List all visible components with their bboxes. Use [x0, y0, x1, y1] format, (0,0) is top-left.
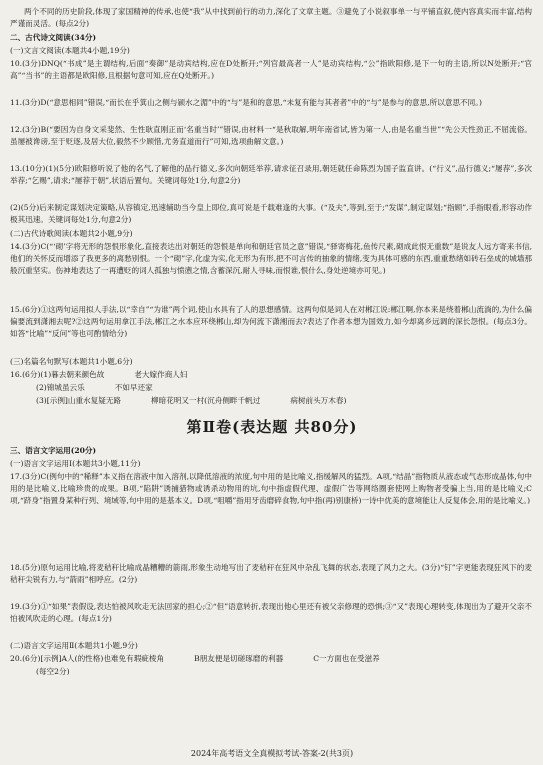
subsection-dictation: (三)名篇名句默写(本题共1小题,6分): [10, 357, 133, 366]
q16-3-first: (3)[示例]山重水复疑无路: [36, 396, 122, 405]
volume-two-title: 第Ⅱ卷(表达题 共80分): [186, 418, 358, 436]
answer-q15: 15.(6分)①这两句运用拟人手法,以“幸自”“为谁”两个词,使山水具有了人的思想感情。这两句似是词人在对郴江说:郴江啊,你本来是绕着郴山流淌的,为什么偏偏要流到潇湘去呢?②这两句运用拿江手法,郴江之水本应环绕郴山,却为何流下潇湘而去?表达了作者本想为国效力,如今却离乡远调的深长怨恨。(每点3分。如答“比喻”“反问”等也可酌情给分): [10, 305, 532, 338]
q16-3-second: 柳暗花明又一村(沉舟侧畔千帆过: [151, 396, 261, 405]
page-footer: 2024年高考语文全真模拟考试-答案-2(共3页): [190, 749, 354, 758]
answer-q14: 14.(3分)C(“‘砌’字将无形的怨恨形象化,直接表达出对朝廷的怨恨是单向和朝廷官员之意”错误,“驿寄梅花,鱼传尺素,砌成此恨无重数”是说友人远方寄来书信,他们的关怀反而增添了我更多的离愁别恨。一个“砌”字,化虚为实,化无形为有形,把不可言传的抽象的情绪,变为具体可感的东西,重重愁绪如砖石垒成的城墙那般沉重坚实。伤神地表达了一再遭贬的词人孤独与愤懑之情,含蓄深沉,耐人寻味,而恨谁,恨什么,身处逆境亦可见。): [10, 242, 532, 275]
answer-q19: 19.(3分)①“如果”表假设,表达怕被风吹走无法回家的担心;②“但”语意转折,表现出他心里还有被父亲修理的恐惧;③“又”表现心理转变,体现出为了避开父亲不怕被风吹走的心理。(每点1分): [10, 602, 532, 623]
q20-score-note: (每空2分): [36, 667, 70, 676]
answer-q12: 12.(3分)B(“要因为自身文采斐然、生性耿直刚正而‘名重当时’”错误,由材料一“是秋取解,明年南省试,皆为第一人,由是名重当世”“先公天性劲正,不屈流俗。虽屡被谗谤,至于贬逐,及居大位,毅然不少顾惜,尤务直道而行”可知,选项曲解文意。): [10, 125, 532, 146]
q16-1-first: 16.(6分)(1)暮去朝来颜色故: [10, 370, 105, 379]
q16-1-second: 老大嫁作商人妇: [134, 370, 188, 379]
q16-2-second: 不如早还家: [114, 383, 153, 392]
answer-q17: 17.(3分)C(例句中的“稀释”本义指在溶液中加入溶剂,以降低溶液的浓度,句中用的是比喻义,指缓解风的猛烈。A项,“结晶”指物质从液态或气态形成晶体,句中用的是比喻义,比喻珍贵的成果。B项,“陷阱”诱捕猎物或诱杀动物用的坑,句中指虚假代理、虚假广告等网络圈套使网上购物者受骗上当,用的是比喻义;C项,“跻身”指置身某种行列、境域等,句中用的是基本义。D项,“咀嚼”指用牙齿磨碎食物,句中指(再)别康桥)一诗中优美的意境能让人反复体会,用的是比喻义。): [10, 472, 532, 505]
answer-q13-part2: (2)(5分)后来制定谋划决定策略,从容镇定,迅速辅助当今皇上即位,真可说是千载难逢的大事。(“及夫”,等到,至于;“发谋”,制定谋划;“指顾”,手指眼看,形容动作极其迅速。关键词每处1分,句意2分): [10, 203, 532, 224]
answer-q16-line3: [10, 395, 532, 407]
subsection-language-2: (二)语言文字运用Ⅱ(本题共1小题,9分): [10, 641, 138, 650]
q16-2-first: (2)锦城虽云乐: [36, 383, 85, 392]
answer-q18: 18.(5分)原句运用比喻,将麦秸秆比喻成晶糟糟的箭雨,形象生动地写出了麦秸秆在狂风中杂乱飞舞的状态,表现了风力之大。(3分)“钉”字更能表现狂风下的麦秸秆尖锐有力,与“箭雨”相呼应。(2分): [10, 563, 532, 584]
section-heading-classical: 二、古代诗文阅读(34分): [10, 33, 97, 42]
answer-q16-line1: [10, 369, 532, 381]
q20-blank-c: C一方面也在受滋养: [313, 654, 380, 663]
answer-q10: 10.(3分)DNQ(“书成”是主谓结构,后面“奏御”是动宾结构,应在D处断开;“列官最高者一人”是动宾结构,“公”指欧阳修,是下一句的主语,所以N处断开;“官高”“当书”的主语都是欧阳修,且根据句意可知,应在Q处断开。): [10, 59, 532, 80]
q20-blank-a: 20.(6分)[示例]A人(的性格)也难免有瑕疵棱角: [10, 654, 165, 663]
answer-q13-part1: 13.(10分)(1)(5分)欧阳修听说了他的名气,了解他的品行德义,多次向朝廷举荐,请求征召录用,朝廷就任命陈烈为国子监直讲。(“行义”,品行德义;“屡荐”,多次举荐;“乞赐”,请求;“屡荐于朝”,状语后置句。关键词每处1分,句意2分): [10, 164, 532, 185]
subsection-classical-prose: (一)文言文阅读(本题共4小题,19分): [10, 46, 130, 55]
subsection-language-1: (一)语言文字运用Ⅰ(本题共3小题,11分): [10, 459, 141, 468]
q16-3-third: 病树前头万木春): [290, 396, 347, 405]
subsection-poetry: (二)古代诗歌阅读(本题共2小题,9分): [10, 229, 133, 238]
answer-q11: 11.(3分)D(“意思相同”错误,“而长在乎箕山之侧与颍水之湄”中的“与”是和的意思,“未复有能与其者者”中的“与”是参与的意思,所以意思不同。): [10, 98, 482, 107]
section-heading-language: 三、语言文字运用(20分): [10, 446, 97, 455]
paragraph-continuation: 两个不同的历史阶段,体现了家国精神的传承,也使“我”从中找到前行的动力,深化了文章主题。③避免了小说叙事单一与平铺直叙,使内容真实而丰富,结构严谨而灵活。(每点2分): [10, 7, 532, 28]
answer-q20: [10, 653, 532, 665]
answer-q16-line2: [10, 382, 532, 394]
q20-blank-b: B朋友便是切磋琢磨的利器: [194, 654, 284, 663]
